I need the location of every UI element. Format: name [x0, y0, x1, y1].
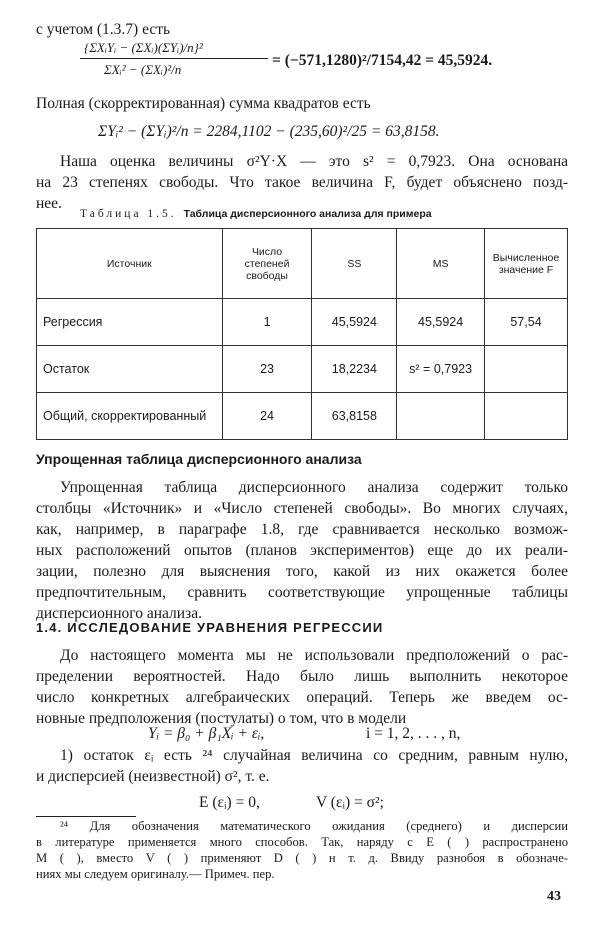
footnote-line: ниях мы следуем оригиналу.— Примеч. пер. — [36, 867, 275, 881]
table-row — [37, 393, 568, 440]
table-header-row — [37, 229, 568, 299]
cell-df: 24 — [222, 393, 312, 440]
cell-df: 23 — [222, 346, 312, 393]
table-caption-title: Таблица дисперсионного анализа для примера — [183, 208, 432, 220]
section-heading: Упрощенная таблица дисперсионного анализа — [36, 451, 362, 467]
header-ss: SS — [312, 229, 397, 299]
total-ss-intro: Полная (скорректированная) сумма квадратов есть — [36, 95, 371, 112]
paragraph-line: пределении вероятностей. Надо было лишь выполнить некоторое — [36, 668, 568, 685]
cell-f — [485, 346, 568, 393]
paragraph-line: Наша оценка величины σ²Y·X — это s² = 0,7923. Она основана — [60, 153, 568, 170]
cell-ss: 45,5924 — [312, 299, 397, 346]
paragraph-line: предпочтительным, сравнить соответствующие упрощенные таблицы — [36, 584, 568, 601]
cell-ss: 18,2234 — [312, 346, 397, 393]
table-caption — [80, 208, 432, 220]
cell-ss: 63,8158 — [312, 393, 397, 440]
table-caption-label: Таблица 1.5. — [80, 208, 177, 220]
footnote-line: ²⁴ Для обозначения математического ожидания (среднего) и дисперсии — [60, 819, 568, 833]
paragraph-line: новные предположения (постулаты) о том, что в модели — [36, 710, 407, 727]
model-index-range: i = 1, 2, . . . , n, — [366, 725, 461, 742]
cell-source: Регрессия — [37, 299, 223, 346]
footnote-line: M ( ), вместо V ( ) применяют D ( ) н т. д. Ввиду разнобоя в обозначе- — [36, 851, 568, 865]
paragraph-line: столбцы «Источник» и «Число степеней свободы». Во многих случаях, — [36, 500, 568, 517]
item-line: и дисперсией (неизвестной) σ², т. е. — [36, 768, 270, 785]
fraction-numerator: {ΣXᵢYᵢ − (ΣXᵢ)(ΣYᵢ)/n}² — [84, 40, 203, 55]
model-equation: Yᵢ = β₀ + β₁Xᵢ + εᵢ, — [148, 725, 265, 742]
table-row — [37, 299, 568, 346]
total-ss-formula: ΣYᵢ² − (ΣYᵢ)²/n = 2284,1102 − (235,60)²/25 = 63,8158. — [98, 123, 440, 140]
paragraph-line: как, например, в параграфе 1.8, где сравнивается несколько возмож- — [36, 521, 568, 538]
cell-ms: s² = 0,7923 — [397, 346, 485, 393]
paragraph-line: зации, полезно для выяснения того, какой из них окажется более — [36, 563, 568, 580]
cell-ms — [397, 393, 485, 440]
paragraph-line: число конкретных алгебраических операций. Теперь же введем ос- — [36, 689, 568, 706]
cell-df: 1 — [222, 299, 312, 346]
header-f: Вычисленное значение F — [485, 229, 568, 299]
cell-f: 57,54 — [485, 299, 568, 346]
intro-text: с учетом (1.3.7) есть — [36, 21, 171, 38]
cell-source: Общий, скорректированный — [37, 393, 223, 440]
fraction-denominator: ΣXᵢ² − (ΣXᵢ)²/n — [104, 62, 182, 77]
table-row — [37, 346, 568, 393]
cell-f — [485, 393, 568, 440]
paragraph-line: на 23 степенях свободы. Что такое величина F, будет объяснено позд- — [36, 174, 568, 191]
paragraph-line: Упрощенная таблица дисперсионного анализа содержит только — [60, 479, 568, 496]
section-heading: 1.4. ИССЛЕДОВАНИЕ УРАВНЕНИЯ РЕГРЕССИИ — [36, 620, 384, 635]
header-ms: MS — [397, 229, 485, 299]
paragraph-line: нее. — [36, 195, 62, 212]
cell-source: Остаток — [37, 346, 223, 393]
page-number: 43 — [547, 889, 561, 904]
footnote-line: в литературе применяется много способов. Так, наряду с E ( ) распространено — [36, 835, 568, 849]
footnote-rule — [36, 816, 136, 817]
cell-ms: 45,5924 — [397, 299, 485, 346]
fraction-result: = (−571,1280)²/7154,42 = 45,5924. — [272, 52, 493, 69]
variance-equation: V (εᵢ) = σ²; — [316, 794, 384, 811]
paragraph-line: До настоящего момента мы не использовали предположений о рас- — [60, 647, 568, 664]
paragraph-line: ных расположений опытов (планов экспериментов) еще до их реали- — [36, 542, 568, 559]
header-source: Источник — [37, 229, 223, 299]
paragraph-line: дисперсионного анализа. — [36, 605, 202, 622]
header-df: Число степеней свободы — [222, 229, 312, 299]
item-line: 1) остаток εᵢ есть ²⁴ случайная величина со средним, равным нулю, — [60, 747, 568, 764]
fraction-bar — [80, 58, 268, 59]
anova-table — [36, 228, 568, 440]
expectation-equation: E (εᵢ) = 0, — [199, 794, 260, 811]
